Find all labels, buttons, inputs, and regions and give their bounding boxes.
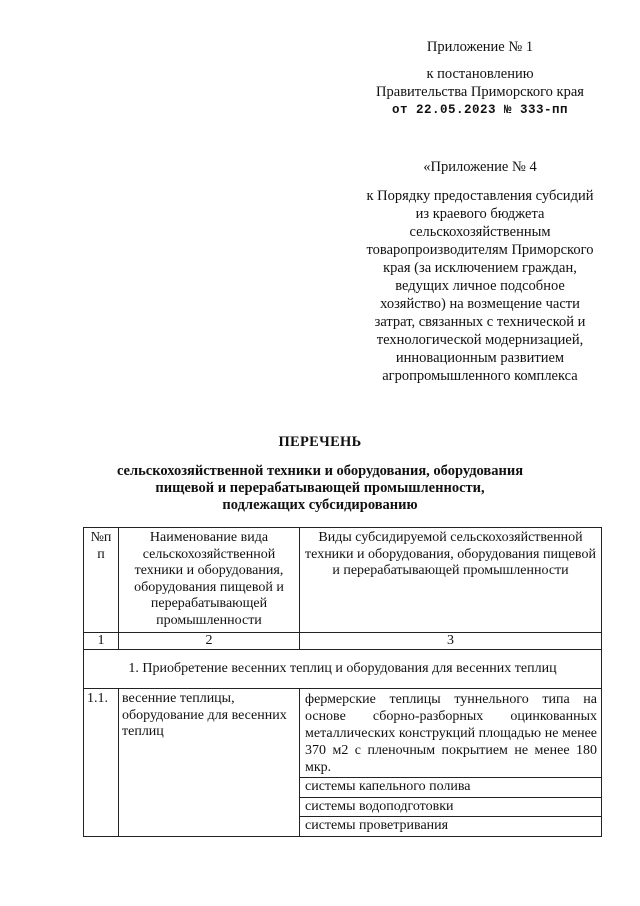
order-line: технологической модернизацией,	[376, 332, 584, 348]
item-types-list	[300, 689, 602, 837]
list-item: фермерские теплицы туннельного типа на основе сборно-разборных оцинкованных металлических конструкций площадью не менее 370 м2 с пленочным покрытием не менее 180 мкр.	[300, 689, 601, 778]
list-item: системы водоподготовки	[300, 798, 601, 818]
order-line: агропромышленного комплекса	[382, 368, 578, 384]
table-header-row	[84, 528, 602, 633]
appendix-1-to: к постановлению	[426, 66, 534, 82]
table-column-numbers-row	[84, 633, 602, 650]
order-line: к Порядку предоставления субсидий	[366, 188, 594, 204]
order-line: товаропроизводителям Приморского	[366, 242, 594, 258]
order-line: края (за исключением граждан,	[383, 260, 577, 276]
column-number: 2	[119, 633, 300, 650]
column-number: 1	[84, 633, 119, 650]
subtitle-line: сельскохозяйственной техники и оборудования, оборудования	[116, 463, 524, 479]
header-equipment-type: Наименование вида сельскохозяйственной техники и оборудования, оборудования пищевой и перерабатывающей промышленности	[119, 528, 300, 633]
appendix-4-title: «Приложение № 4	[423, 159, 537, 175]
order-line: ведущих личное подсобное	[395, 278, 565, 294]
appendix-1-issuer: Правительства Приморского края	[376, 84, 584, 100]
subtitle-line: пищевой и перерабатывающей промышленности,	[155, 480, 485, 496]
appendix-1-date-number: от 22.05.2023 № 333-пп	[391, 103, 569, 117]
order-line: сельскохозяйственным	[409, 224, 551, 240]
appendix-1-header	[330, 38, 630, 119]
list-title	[0, 433, 640, 514]
appendix-4-order-text	[330, 187, 630, 385]
appendix-4-header	[330, 158, 630, 385]
order-line: хозяйство) на возмещение части	[380, 296, 580, 312]
list-item: системы проветривания	[305, 818, 449, 833]
item-number: 1.1.	[84, 689, 119, 837]
list-item: системы капельного полива	[300, 778, 601, 798]
header-number: №п п	[84, 528, 119, 633]
table-section-row	[84, 650, 602, 689]
item-name: весенние теплицы, оборудование для весенних теплиц	[119, 689, 300, 837]
section-title: 1. Приобретение весенних теплиц и оборудования для весенних теплиц	[84, 650, 602, 689]
table-row	[84, 689, 602, 837]
order-line: из краевого бюджета	[415, 206, 545, 222]
header-subsidized-types: Виды субсидируемой сельскохозяйственной техники и оборудования, оборудования пищевой и перерабатывающей промышленности	[300, 528, 602, 633]
order-line: инновационным развитием	[395, 350, 565, 366]
subtitle-line: подлежащих субсидированию	[222, 497, 418, 513]
order-line: затрат, связанных с технической и	[374, 314, 586, 330]
column-number: 3	[300, 633, 602, 650]
equipment-table	[83, 527, 602, 837]
list-title-subtitle	[0, 463, 640, 514]
list-title-main: ПЕРЕЧЕНЬ	[278, 434, 362, 450]
appendix-1-title: Приложение № 1	[426, 39, 534, 55]
